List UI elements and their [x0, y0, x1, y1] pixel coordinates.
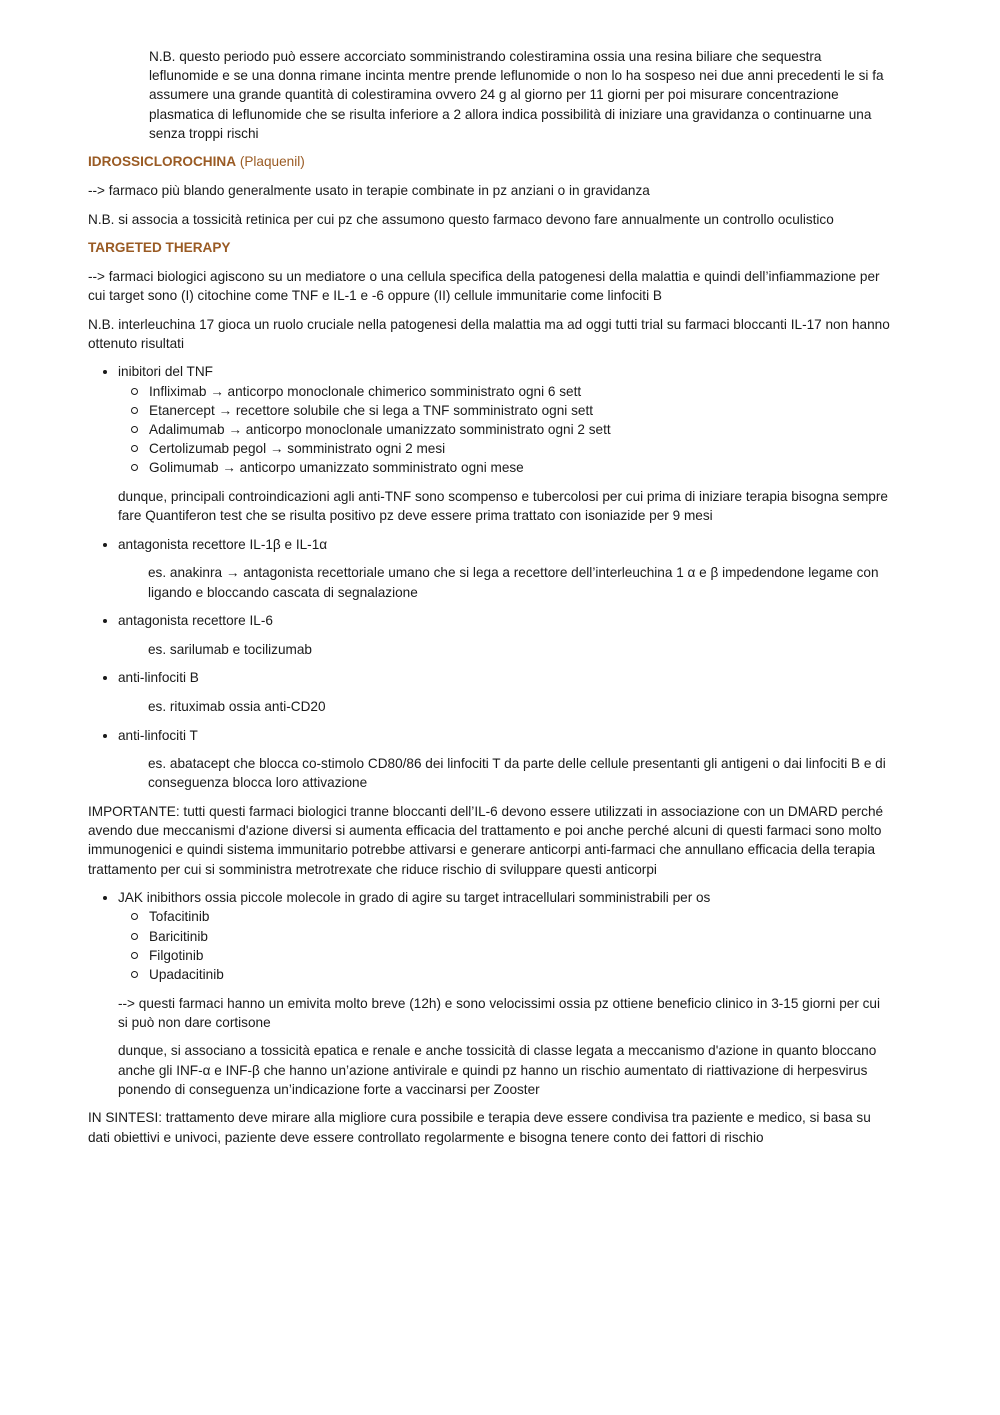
hcq-line-2: N.B. si associa a tossicità retinica per cui pz che assumono questo farmaco devono fare annualmente un controllo oculistico: [88, 211, 834, 227]
list-item-tnf: [88, 362, 890, 381]
jak-note-1: --> questi farmaci hanno un emivita molto breve (12h) e sono velocissimi ossia pz ottiene beneficio clinico in 3-15 giorni per cui si può non dare cortisone: [118, 995, 881, 1030]
list-item: Infliximab → anticorpo monoclonale chimerico somministrato ogni 6 sett: [88, 382, 890, 401]
targeted-title: TARGETED THERAPY: [88, 240, 231, 256]
jak-note-2: dunque, si associano a tossicità epatica e renale e anche tossicità di classe legata a meccanismo d'azione in quanto bloccano anche gli INF-α e INF-β che hanno un’azione antivirale e quindi pz hanno un rischio aumentato di riattivazione di herpesvirus ponendo di conseguenza un’indicazione forte a vaccinarsi per Zooster: [118, 1043, 877, 1097]
list-item: Tofacitinib: [88, 907, 890, 926]
list-item: Certolizumab pegol → somministrato ogni 2 mesi: [88, 439, 890, 458]
list-item: Etanercept → recettore solubile che si lega a TNF somministrato ogni sett: [88, 401, 890, 420]
intro-note: N.B. questo periodo può essere accorciato somministrando colestiramina ossia una resina biliare che sequestra leflunomide e se una donna rimane incinta mentre prende leflunomide o non lo ha sospeso nei due anni precedenti le si fa assumere una grande quantità di colestiramina ovvero 24 g al giorno per 11 giorni per poi misurare concentrazione plasmatica di leflunomide che se risulta inferiore a 2 allora indica possibilità di iniziare una gravidanza o continuarne una senza troppi rischi: [149, 49, 884, 141]
jak-list: [88, 888, 890, 907]
jak-label: JAK inibithors ossia piccole molecole in grado di agire su target intracellulari somministrabili per os: [118, 890, 711, 906]
il1-label: antagonista recettore IL-1β e IL-1α: [118, 536, 328, 552]
antit-note: es. abatacept che blocca co-stimolo CD80/86 dei linfociti T da parte delle cellule presentanti gli antigeni o dai linfociti B e di conseguenza blocca loro attivazione: [148, 756, 886, 791]
drug-class-list: [88, 362, 890, 381]
sintesi-paragraph: IN SINTESI: trattamento deve mirare alla migliore cura possibile e terapia deve essere condivisa tra paziente e medico, si basa su dati obiettivi e univoci, paziente deve essere controllato regolarmente e bisogna tenere conto dei fattori di rischio: [88, 1110, 871, 1145]
il1-note: es. anakinra → antagonista recettoriale umano che si lega a recettore dell’interleuchina 1 α e β impedendone legame con ligando e bloccando cascata di segnalazione: [148, 565, 879, 600]
drug-class-list-2: [88, 535, 890, 793]
tnf-label: inibitori del TNF: [118, 364, 213, 380]
hcq-title: IDROSSICLOROCHINA: [88, 154, 237, 170]
il6-label: antagonista recettore IL-6: [118, 613, 273, 629]
section-heading-targeted: [88, 238, 890, 257]
importante-paragraph: IMPORTANTE: tutti questi farmaci biologici tranne bloccanti dell’IL-6 devono essere utilizzati in associazione con un DMARD perché avendo due meccanismi d'azione diversi si aumenta efficacia del trattamento e poi anche perché alcuni di questi farmaci sono molto immunogenici e quindi sistema immunitario potrebbe attivarsi e generare anticorpi anti-farmaci che annullano efficacia della terapia trattamento per cui si somministra metrotrexate che riduce rischio di sviluppare questi anticorpi: [88, 803, 884, 877]
antib-note: es. rituximab ossia anti-CD20: [148, 698, 326, 714]
list-item: Adalimumab → anticorpo monoclonale umanizzato somministrato ogni 2 sett: [88, 420, 890, 439]
list-item-jak: [88, 888, 890, 907]
hcq-subtitle: (Plaquenil): [239, 154, 305, 170]
list-item-anti-b: [88, 668, 890, 716]
targeted-line-1: --> farmaci biologici agiscono su un mediatore o una cellula specifica della patogenesi della malattia e quindi dell’infiammazione per cui target sono (I) citochine come TNF e IL-1 e -6 oppure (II) cellule immunitarie come linfociti B: [88, 268, 880, 303]
list-item: Baricitinib: [88, 927, 890, 946]
list-item-anti-t: [88, 726, 890, 793]
il6-note: es. sarilumab e tocilizumab: [148, 641, 312, 657]
section-heading-hcq: [88, 152, 890, 171]
list-item-il6: [88, 611, 890, 659]
antib-label: anti-linfociti B: [118, 670, 199, 686]
tnf-drug-list: [88, 382, 890, 478]
list-item: Filgotinib: [88, 946, 890, 965]
list-item: Upadacitinib: [88, 965, 890, 984]
list-item: Golimumab → anticorpo umanizzato somministrato ogni mese: [88, 458, 890, 477]
tnf-note: dunque, principali controindicazioni agli anti-TNF sono scompenso e tubercolosi per cui prima di iniziare terapia bisogna sempre fare Quantiferon test che se risulta positivo pz deve essere prima trattato con isoniazide per 9 mesi: [118, 488, 888, 524]
antit-label: anti-linfociti T: [118, 727, 198, 743]
list-item-il1: [88, 535, 890, 602]
hcq-line-1: --> farmaco più blando generalmente usato in terapie combinate in pz anziani o in gravidanza: [88, 183, 650, 198]
jak-drug-list: [88, 907, 890, 984]
targeted-line-2: N.B. interleuchina 17 gioca un ruolo cruciale nella patogenesi della malattia ma ad oggi tutti trial su farmaci bloccanti IL-17 non hanno ottenuto risultati: [88, 316, 890, 351]
